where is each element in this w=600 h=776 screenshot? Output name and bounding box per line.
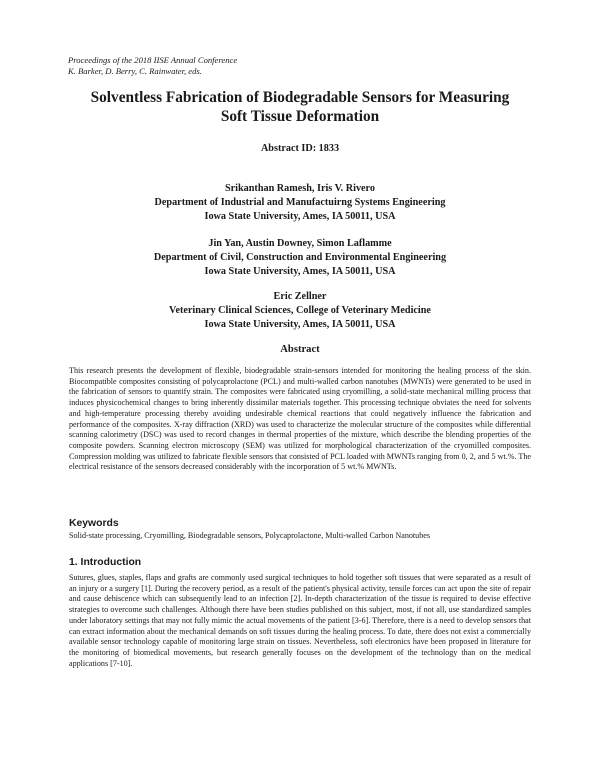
author-group-3 — [60, 290, 540, 332]
title-line-1: Solventless Fabrication of Biodegradable Sensors for Measuring — [90, 89, 510, 106]
title-line-2: Soft Tissue Deformation — [220, 108, 380, 125]
author-group-1 — [60, 182, 540, 224]
abstract-text: This research presents the development of flexible, biodegradable strain-sensors intended for monitoring the healing process of the skin. Biocompatible composites consisting of polycaprolactone (PCL) and multi-walled carbon nanotubes (MWNTs) were generated to be used in the fabrication of sensors to quantify strain. The composites were fabricated using cryomilling, a solid-state mechanical milling process that induces physicochemical changes to bring inherently dissimilar materials together. This processing technique obviates the need for solvents and high-temperature processing thereby avoiding undesirable chemical reactions that could negatively influence the fabrication and performance of the composites. X-ray diffraction (XRD) was used to characterize the molecular structure of the composites while differential scanning calorimetry (DSC) was used to record changes in thermal properties of the mixture, which describe the blending properties of the composite powders. Scanning electron microscopy (SEM) was utilized for morphological characterization of the cryomilled composites. Compression molding was utilized to fabricate flexible sensors that consisted of PCL loaded with MWNTs ranging from 0, 2, and 5 wt.%. The electrical resistance of the sensors decreased considerably with the incorporation of 5 wt.% MWNTs. — [69, 366, 531, 472]
introduction-heading: 1. Introduction — [69, 557, 142, 568]
abstract-id: Abstract ID: 1833 — [260, 143, 340, 154]
introduction-text: Sutures, glues, staples, flaps and grafts are commonly used surgical techniques to hold together soft tissues that were separated as a result of an injury or a surgery [1]. During the recovery period, as a result of the patient's physical activity, tensile forces can act upon the site of repair and cause dehiscence which can subsequently lead to an infection [2]. In-depth characterization of the tissue is required to devise effective strategies to overcome such challenges. Although there have been studies published on this subject, most, if not all, use standardized samples under laboratory settings that may not fully mimic the actual movements of the patient [3-6]. Therefore, there is a need to develop sensors that can extract information about the mechanical demands on soft tissues during the healing process. To date, there does not exist a commercially available sensor technology capable of monitoring large strain on tissues. Nevertheless, soft electronics have been proposed in literature for the monitoring of biomedical movements, but research generally focuses on the development of the technology than on the medical applications [7-10]. — [69, 573, 531, 668]
conference-header — [68, 55, 237, 77]
keywords-text: Solid-state processing, Cryomilling, Biodegradable sensors, Polycaprolactone, Multi-walled Carbon Nanotubes — [69, 531, 431, 540]
author-university: Iowa State University, Ames, IA 50011, USA — [204, 319, 396, 330]
keywords-heading: Keywords — [69, 518, 119, 529]
paper-title — [60, 88, 540, 126]
author-group-2 — [60, 237, 540, 279]
author-names: Eric Zellner — [273, 291, 327, 302]
author-university: Iowa State University, Ames, IA 50011, USA — [204, 266, 396, 277]
editors: K. Barker, D. Berry, C. Rainwater, eds. — [68, 66, 202, 76]
author-department: Department of Industrial and Manufactuirng Systems Engineering — [154, 197, 446, 208]
conference-name: Proceedings of the 2018 IISE Annual Conference — [68, 55, 238, 65]
author-names: Srikanthan Ramesh, Iris V. Rivero — [224, 183, 375, 194]
author-university: Iowa State University, Ames, IA 50011, USA — [204, 211, 396, 222]
author-department: Veterinary Clinical Sciences, College of Veterinary Medicine — [169, 305, 431, 316]
author-department: Department of Civil, Construction and Environmental Engineering — [153, 252, 447, 263]
abstract-heading: Abstract — [280, 344, 320, 355]
author-names: Jin Yan, Austin Downey, Simon Laflamme — [208, 238, 392, 249]
